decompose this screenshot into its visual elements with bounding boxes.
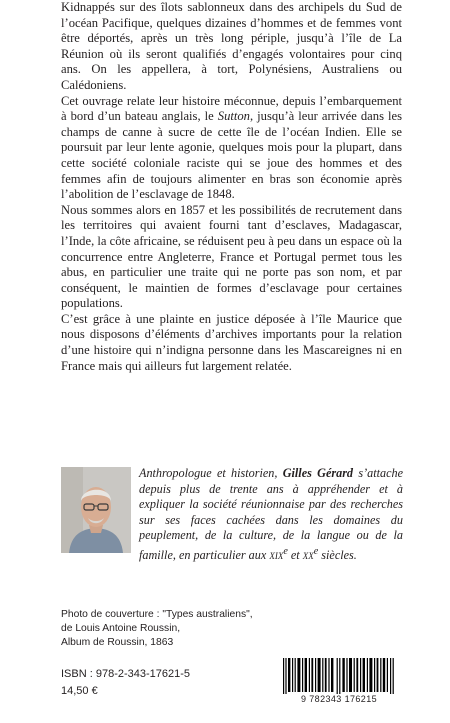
century-20: xx bbox=[302, 548, 314, 563]
isbn-block bbox=[61, 666, 190, 700]
author-bio bbox=[139, 466, 403, 564]
cover-photo-credit bbox=[61, 608, 253, 650]
bio-and: et bbox=[287, 548, 303, 563]
paragraph-archives: C’est grâce à une plainte en justice déposée à l’île Maurice que nous disposons d’éléments d’archives importants pour la relation d’une histoire qui n’indigna personne dans les Mascareignes ni en France mais qui ailleurs fut largement relatée. bbox=[61, 311, 402, 373]
paragraph-kidnapping: Kidnappés sur des îlots sablonneux dans des archipels du Sud de l’océan Pacifique, quelques dizaines d’hommes et de femmes vont être déportés, après un très long périple, jusqu’à l’île de La Réunion où ils seront qualifiés d’engagés volontaires pour cinq ans. On les appellera, à tort, Polynésiens, Australiens ou Calédoniens. bbox=[61, 0, 402, 92]
paragraph-book-summary bbox=[61, 94, 402, 203]
credit-line-3: Album de Roussin, 1863 bbox=[61, 637, 174, 648]
century-19: xix bbox=[269, 548, 284, 563]
summary-text-end: , jusqu’à leur arrivée dans les champs de canne à sucre de cette île de l’océan Indien. Elle se poursuit par leur lente agonie, quelques mois pour la plupart, dans cette société coloniale raciste qui se joue des hommes et des femmes afin de toujours alimenter en bras son économie après l’abolition de l’esclavage de 1848. bbox=[61, 109, 402, 202]
bio-text: s’attache depuis plus de trente ans à appréhender et à expliquer la société réunionnaise par des recherches sur ses faces cachées dans les domaines du peuplement, de la culture, de la langue ou de la famille, en particulier aux bbox=[139, 466, 403, 563]
barcode-digits: 9 782343 176215 bbox=[275, 694, 403, 705]
author-photo bbox=[61, 467, 131, 553]
ship-name: Sutton bbox=[217, 109, 250, 124]
back-cover-text bbox=[61, 0, 402, 374]
century-19-suffix: e bbox=[283, 545, 288, 557]
author-portrait-illustration bbox=[61, 467, 131, 553]
paragraph-context-1857: Nous sommes alors en 1857 et les possibilités de recrutement dans les territoires qui avaient fourni tant d’esclaves, Madagascar, l’Inde, la côte africaine, se réduisent peu à peu dans un espace où la concurrence entre Angleterre, France et Portugal permet tous les abus, en particulier une traite qui ne porte pas son nom, et par conséquent, le maintien de formes d’esclavage pour certaines populations. bbox=[61, 202, 402, 311]
bio-end: siècles. bbox=[318, 548, 357, 563]
credit-line-1: Photo de couverture : "Types australiens", bbox=[61, 609, 253, 620]
bio-intro: Anthropologue et historien, bbox=[139, 466, 283, 480]
barcode-bars bbox=[275, 658, 403, 696]
summary-text-start: Cet ouvrage relate leur histoire méconnue, depuis l’embarquement à bord d’un bateau anglais, le bbox=[61, 93, 402, 124]
price: 14,50 € bbox=[61, 685, 98, 697]
isbn-number: ISBN : 978-2-343-17621-5 bbox=[61, 668, 191, 680]
author-name: Gilles Gérard bbox=[282, 466, 354, 480]
credit-line-2: de Louis Antoine Roussin, bbox=[61, 623, 181, 634]
century-20-suffix: e bbox=[313, 545, 319, 557]
